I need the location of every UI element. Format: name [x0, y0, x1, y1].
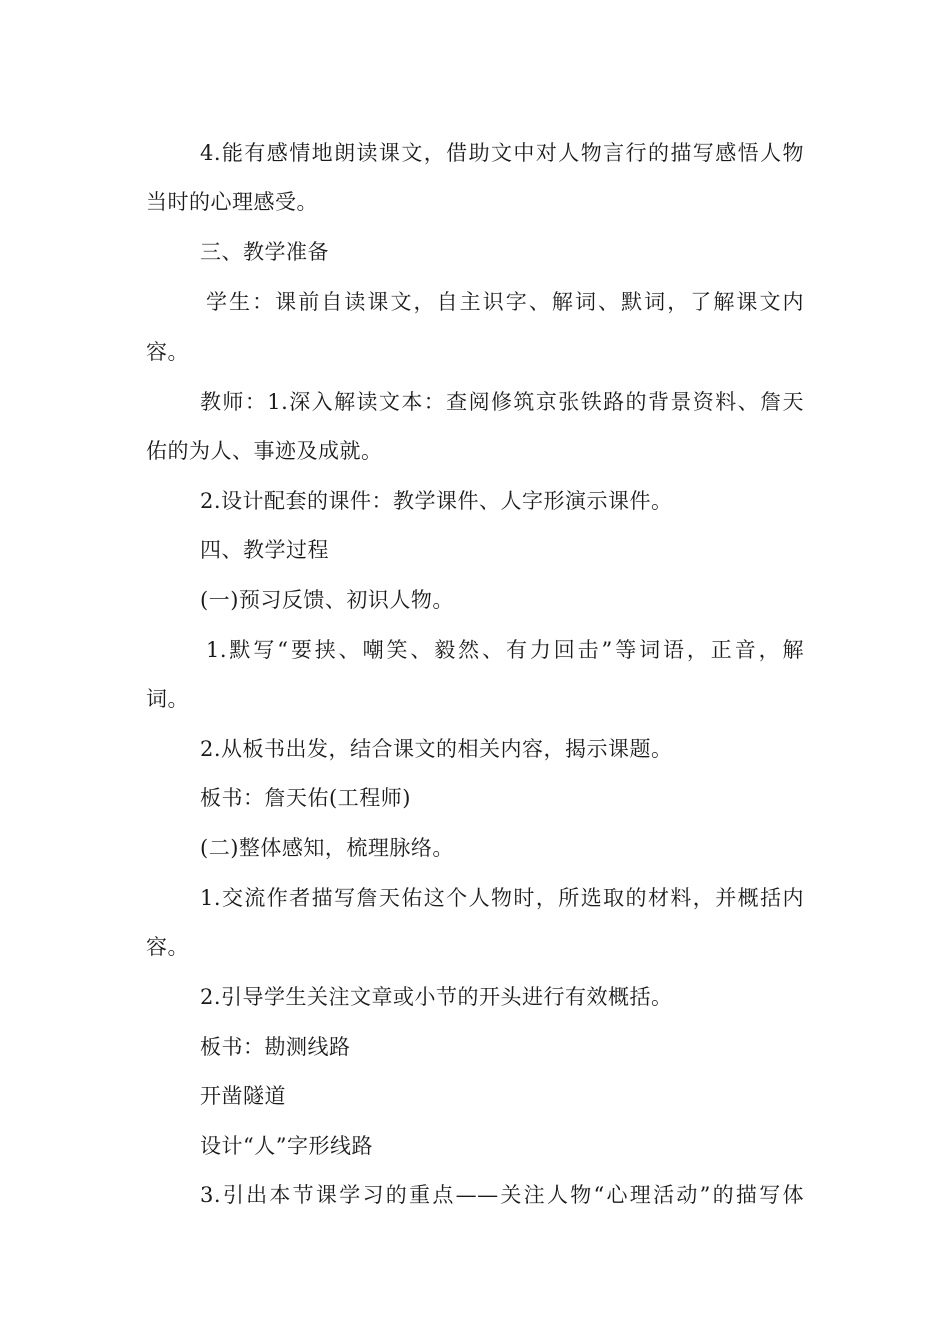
paragraph-line: 2.从板书出发，结合课文的相关内容，揭示课题。	[200, 737, 673, 761]
paragraph-line: 词。	[146, 687, 189, 711]
paragraph-line: 1.交流作者描写詹天佑这个人物时，所选取的材料，并概括内	[200, 886, 804, 910]
paragraph-line: 3.引出本节课学习的重点——关注人物“心理活动”的描写体	[200, 1183, 804, 1207]
subsection-heading: (二)整体感知，梳理脉络。	[200, 836, 454, 860]
paragraph-line: 1.默写“要挟、嘲笑、毅然、有力回击”等词语，正音，解	[206, 638, 804, 662]
board-note: 板书：詹天佑(工程师)	[200, 786, 411, 810]
board-note: 设计“人”字形线路	[200, 1134, 373, 1158]
section-heading: 三、教学准备	[200, 240, 329, 264]
paragraph-line: 2.设计配套的课件：教学课件、人字形演示课件。	[200, 489, 673, 513]
paragraph-line: 教师：1.深入解读文本：查阅修筑京张铁路的背景资料、詹天	[200, 390, 804, 414]
paragraph-line: 容。	[146, 935, 189, 959]
board-note: 开凿隧道	[200, 1084, 286, 1108]
paragraph-line: 2.引导学生关注文章或小节的开头进行有效概括。	[200, 985, 673, 1009]
board-note: 板书：勘测线路	[200, 1035, 351, 1059]
subsection-heading: (一)预习反馈、初识人物。	[200, 588, 454, 612]
paragraph-line: 容。	[146, 340, 189, 364]
paragraph-line: 学生：课前自读课文，自主识字、解词、默词，了解课文内	[206, 290, 804, 314]
paragraph-line: 4.能有感情地朗读课文，借助文中对人物言行的描写感悟人物	[200, 141, 804, 165]
section-heading: 四、教学过程	[200, 538, 329, 562]
paragraph-line: 当时的心理感受。	[146, 190, 318, 214]
paragraph-line: 佑的为人、事迹及成就。	[146, 439, 383, 463]
